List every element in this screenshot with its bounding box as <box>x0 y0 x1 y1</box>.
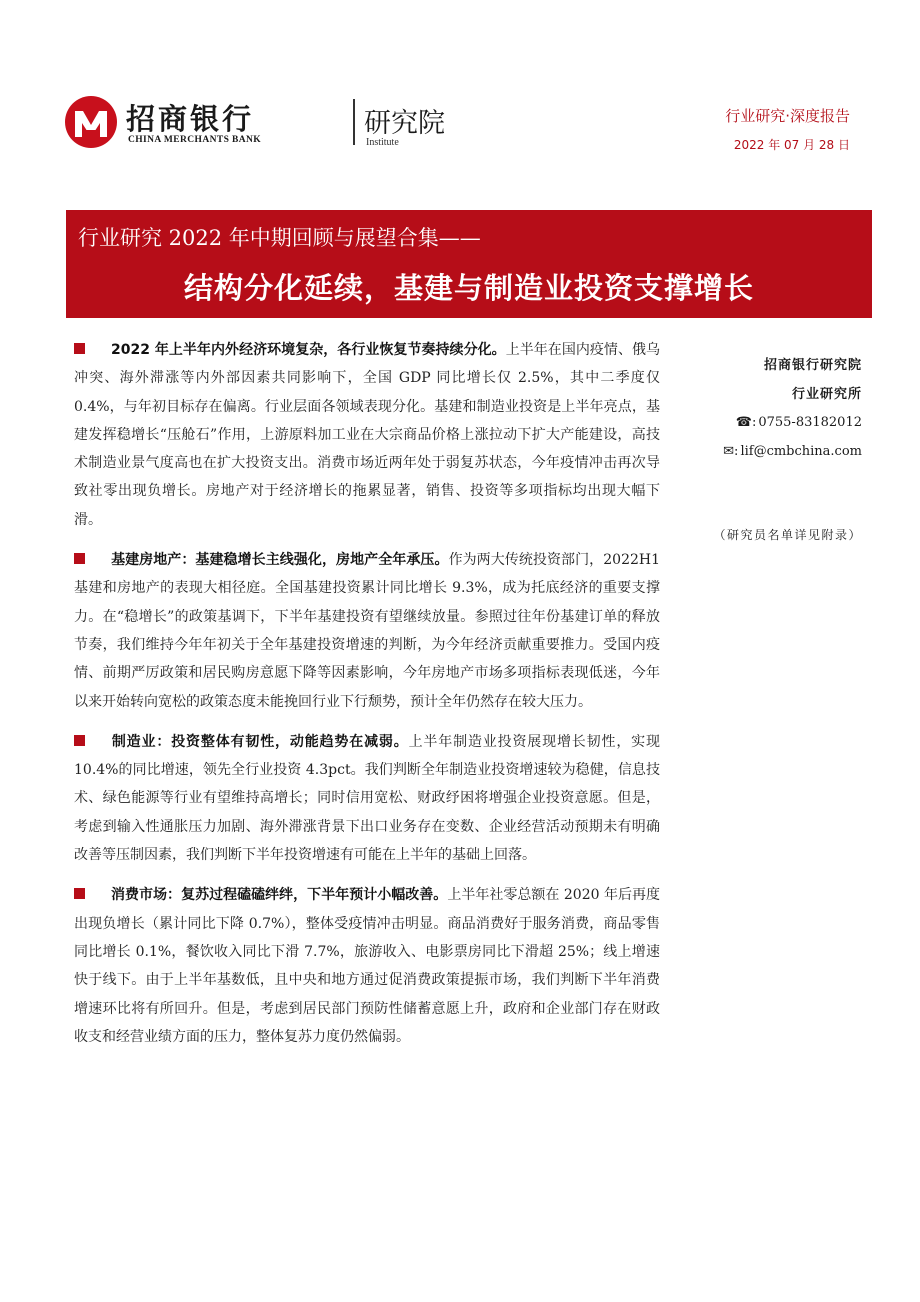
paragraph-lead: 制造业：投资整体有韧性，动能趋势在减弱。 <box>111 733 409 750</box>
logo <box>64 95 445 155</box>
author-sidebar <box>662 352 862 466</box>
email-line <box>662 438 862 467</box>
main-content <box>74 336 660 1063</box>
dept-name: 行业研究所 <box>791 386 862 402</box>
summary-paragraph <box>74 336 660 534</box>
infrastructure-paragraph <box>74 546 660 716</box>
phone-icon: ☎: <box>735 415 757 430</box>
bullet-square-icon <box>74 343 85 354</box>
researcher-note: （研究员名单详见附录） <box>713 528 862 542</box>
paragraph-lead: 消费市场：复苏过程磕磕绊绊，下半年预计小幅改善。 <box>111 887 448 904</box>
paragraph-body: 作为两大传统投资部门，2022H1 基建和房地产的表现大相径庭。全国基建投资累计同比增长 9.3%，成为托底经济的重要支撑力。在“稳增长”的政策基调下，下半年基建投资有望继续放量。参照过往年份基建订单的释放节奏，我们维持今年年初关于全年基建投资增速的判断，为今年经济贡献重要推力。受国内疫情、前期严厉政策和居民购房意愿下降等因素影响，今年房地产市场多项指标表现低迷，今年以来开始转向宽松的政策态度未能挽回行业下行颓势，预计全年仍然存在较大压力。 <box>74 552 660 710</box>
paragraph-body: 上半年在国内疫情、俄乌冲突、海外滞涨等内外部因素共同影响下，全国 GDP 同比增长仅 2.5%，其中二季度仅 0.4%，与年初目标存在偏离。行业层面各领域表现分化。基建和制造业投资是上半年亮点，基建发挥稳增长“压舱石”作用，上游原料加工业在大宗商品价格上涨拉动下扩大产能建设，高技术制造业景气度高也在扩大投资支出。消费市场近两年处于弱复苏状态，今年疫情冲击再次导致社零出现负增长。房地产对于经济增长的拖累显著，销售、投资等多项指标均出现大幅下滑。 <box>74 342 661 528</box>
cmb-logo-icon <box>64 95 118 149</box>
report-type: 行业研究·深度报告 <box>725 107 850 125</box>
mail-icon: ✉: <box>723 443 739 459</box>
institute-name-cn: 研究院 <box>364 108 445 139</box>
title-banner <box>66 210 872 318</box>
bullet-square-icon <box>74 888 85 899</box>
banner-title: 结构分化延续，基建与制造业投资支撑增长 <box>183 271 754 305</box>
manufacturing-paragraph <box>74 728 660 869</box>
logo-text-en: CHINA MERCHANTS BANK <box>128 135 262 145</box>
banner-subtitle: 行业研究 2022 年中期回顾与展望合集—— <box>78 226 481 250</box>
bullet-square-icon <box>74 553 85 564</box>
phone-number: 0755-83182012 <box>758 415 862 430</box>
org-name: 招商银行研究院 <box>763 358 862 373</box>
paragraph-lead: 2022 年上半年内外经济环境复杂，各行业恢复节奏持续分化。 <box>111 342 506 358</box>
report-date: 2022 年 07 月 28 日 <box>733 138 850 152</box>
paragraph-body: 上半年制造业投资展现增长韧性，实现 10.4%的同比增速，领先全行业投资 4.3pct。我们判断全年制造业投资增速较为稳健，信息技术、绿色能源等行业有望维持高增长；同时信用宽松、财政纾困将增强企业投资意愿。但是，考虑到输入性通胀压力加剧、海外滞涨背景下出口业务存在变数、企业经营活动预期未有明确改善等压制因素，我们判断下半年投资增速有可能在上半年的基础上回落。 <box>74 733 660 864</box>
logo-divider <box>353 99 355 145</box>
email-address[interactable]: lif@cmbchina.com <box>740 443 862 459</box>
phone-line <box>662 409 862 438</box>
consumption-paragraph <box>74 881 660 1051</box>
institute-name-en: Institute <box>366 137 399 148</box>
paragraph-body: 上半年社零总额在 2020 年后再度出现负增长（累计同比下降 0.7%），整体受疫情冲击明显。商品消费好于服务消费，商品零售同比增长 0.1%，餐饮收入同比下滑 7.7%，旅游收入、电影票房同比下滑超 25%；线上增速快于线下。由于上半年基数低，且中央和地方通过促消费政策提振市场，我们判断下半年消费增速环比将有所回升。但是，考虑到居民部门预防性储蓄意愿上升，政府和企业部门存在财政收支和经营业绩方面的压力，整体复苏力度仍然偏弱。 <box>74 887 661 1045</box>
paragraph-lead: 基建房地产：基建稳增长主线强化，房地产全年承压。 <box>111 552 449 569</box>
bullet-square-icon <box>74 735 85 746</box>
logo-text-cn: 招商银行 <box>126 102 255 136</box>
